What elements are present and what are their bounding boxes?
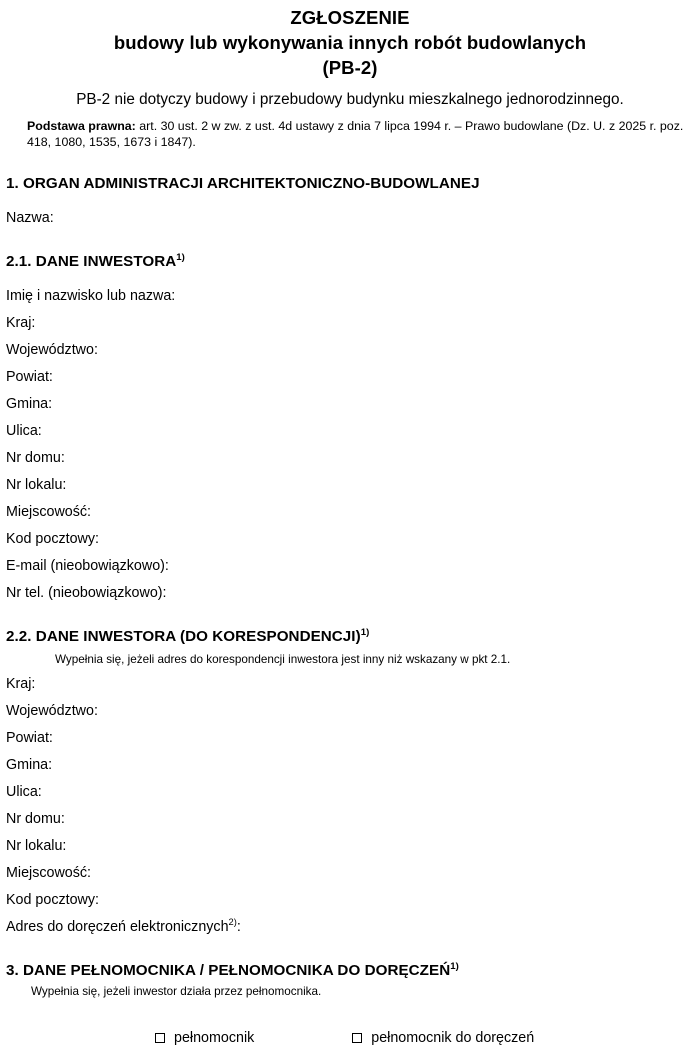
page-title-line-1: ZGŁOSZENIE xyxy=(290,7,410,28)
legal-basis xyxy=(27,119,692,150)
section-heading-2-1-text: 2.1. DANE INWESTORA xyxy=(6,253,177,270)
checkbox-item-pelnomocnik[interactable] xyxy=(155,1029,254,1047)
checkbox-label-pelnomocnik: pełnomocnik xyxy=(174,1030,255,1046)
field-label-nr-lokalu-korespondencja: Nr lokalu: xyxy=(6,838,67,854)
footnote-marker: 1) xyxy=(360,626,370,638)
document-title-block xyxy=(6,0,694,80)
checkbox-item-pelnomocnik-do-doreczen[interactable] xyxy=(352,1029,534,1047)
field-label-nazwa: Nazwa: xyxy=(6,210,54,226)
field-label-ulica-korespondencja: Ulica: xyxy=(6,784,42,800)
spacer xyxy=(6,193,694,209)
field-label-kod-pocztowy-korespondencja: Kod pocztowy: xyxy=(6,892,99,908)
field-label-miejscowosc-korespondencja: Miejscowość: xyxy=(6,865,92,881)
spacer xyxy=(6,271,694,287)
field-label-nr-domu-korespondencja: Nr domu: xyxy=(6,811,65,827)
field-label-gmina: Gmina: xyxy=(6,396,53,412)
field-label-adres-suffix: : xyxy=(236,919,241,935)
section2-1-fields xyxy=(6,287,694,603)
checkbox-pelnomocnik[interactable] xyxy=(155,1033,165,1043)
field-label-powiat: Powiat: xyxy=(6,369,53,385)
spacer xyxy=(6,150,694,174)
field-label-kraj-korespondencja: Kraj: xyxy=(6,676,36,692)
section1-fields xyxy=(6,209,694,228)
field-label-ulica: Ulica: xyxy=(6,423,42,439)
pelnomocnik-checkbox-row xyxy=(6,1029,694,1047)
section-heading-3-text: 3. DANE PEŁNOMOCNIKA / PEŁNOMOCNIKA DO DORĘCZEŃ xyxy=(6,962,451,979)
field-label-wojewodztwo-korespondencja: Województwo: xyxy=(6,703,98,719)
footnote-marker: 2) xyxy=(228,917,237,928)
field-label-nr-lokalu: Nr lokalu: xyxy=(6,477,67,493)
field-label-adres-doreczen-elektronicznych xyxy=(6,918,694,937)
footnote-marker: 1) xyxy=(176,251,185,263)
page-title-line-2: budowy lub wykonywania innych robót budowlanych xyxy=(113,32,587,53)
checkbox-label-pelnomocnik-do-doreczen: pełnomocnik do doręczeń xyxy=(371,1030,535,1046)
field-label-powiat-korespondencja: Powiat: xyxy=(6,730,53,746)
field-label-nr-domu: Nr domu: xyxy=(6,450,65,466)
section-2-2-note: Wypełnia się, jeżeli adres do korespondencji inwestora jest inny niż wskazany w pkt 2.1. xyxy=(55,653,511,666)
field-label-nr-tel: Nr tel. (nieobowiązkowo): xyxy=(6,585,167,601)
field-label-adres-text: Adres do doręczeń elektronicznych xyxy=(6,919,229,935)
section-3-note: Wypełnia się, jeżeli inwestor działa przez pełnomocnika. xyxy=(31,985,322,998)
field-label-imie-nazwisko: Imię i nazwisko lub nazwa: xyxy=(6,288,176,304)
field-label-email: E-mail (nieobowiązkowo): xyxy=(6,558,169,574)
spacer xyxy=(6,667,694,675)
section-heading-2-1 xyxy=(6,252,694,271)
spacer xyxy=(6,937,694,961)
spacer xyxy=(6,228,694,252)
field-label-miejscowosc: Miejscowość: xyxy=(6,504,92,520)
page-title-line-3: (PB-2) xyxy=(322,57,378,78)
field-label-wojewodztwo: Województwo: xyxy=(6,342,98,358)
section-heading-2-2 xyxy=(6,627,694,646)
field-label-gmina-korespondencja: Gmina: xyxy=(6,757,53,773)
field-label-kod-pocztowy: Kod pocztowy: xyxy=(6,531,99,547)
field-label-kraj: Kraj: xyxy=(6,315,36,331)
checkbox-pelnomocnik-do-doreczen[interactable] xyxy=(352,1033,362,1043)
legal-basis-text: art. 30 ust. 2 w zw. z ust. 4d ustawy z dnia 7 lipca 1994 r. – Prawo budowlane (Dz. U. z 2025 r. poz. 418, 1080, 1535, 1673 i 1847). xyxy=(27,119,684,149)
section2-2-fields xyxy=(6,675,694,937)
section-heading-1: 1. ORGAN ADMINISTRACJI ARCHITEKTONICZNO-BUDOWLANEJ xyxy=(6,175,480,192)
section-heading-3 xyxy=(6,961,694,980)
section-heading-2-2-text: 2.2. DANE INWESTORA (DO KORESPONDENCJI) xyxy=(6,628,361,645)
footnote-marker: 1) xyxy=(450,960,459,972)
document-subtitle: PB-2 nie dotyczy budowy i przebudowy budynku mieszkalnego jednorodzinnego. xyxy=(76,91,624,108)
legal-basis-label: Podstawa prawna: xyxy=(27,119,136,133)
spacer xyxy=(6,603,694,627)
